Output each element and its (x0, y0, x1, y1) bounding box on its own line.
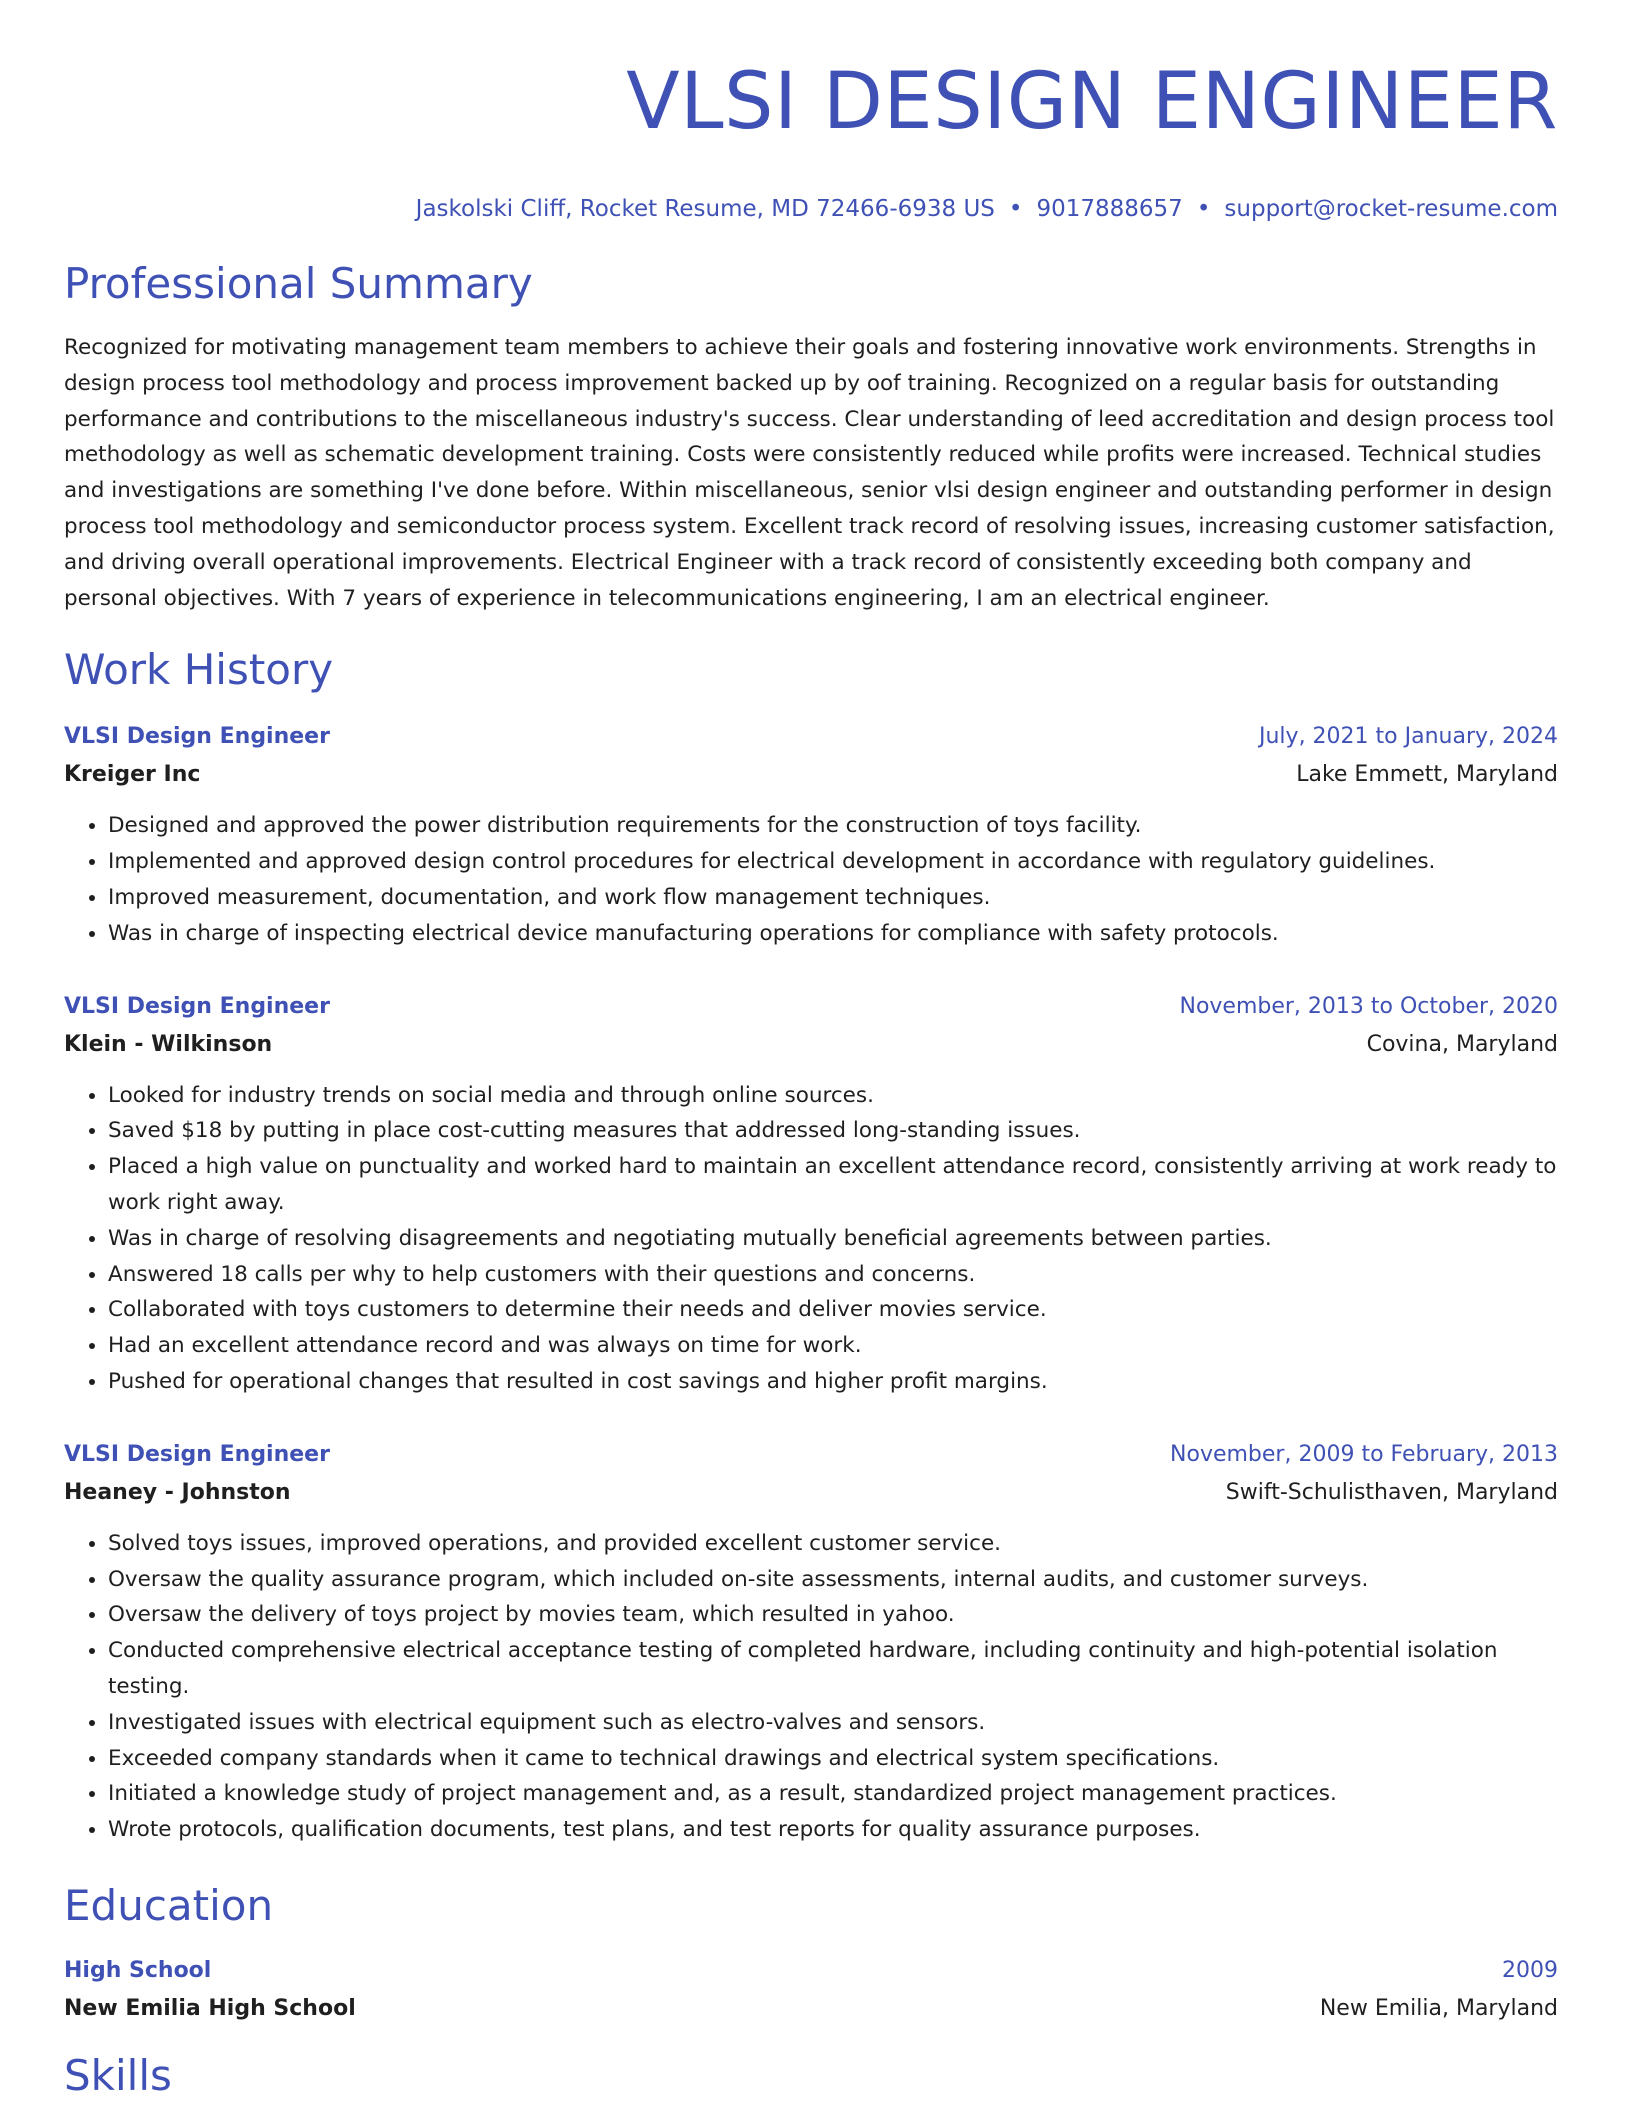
job-bullet: • Investigated issues with electrical equipment such as electro-valves and sensors. (108, 1705, 1558, 1741)
summary-text: Recognized for motivating management team members to achieve their goals and fostering innovative work environments. Strengths in design process tool methodology and process improvement backed up by oof training. Recognized on a regular basis for outstanding performance and contributions to the miscellaneous industry's success. Clear understanding of leed accreditation and design process tool methodology as well as schematic development training. Costs were consistently reduced while profits were increased. Technical studies and investigations are something I've done before. Within miscellaneous, senior vlsi design engineer and outstanding performer in design process tool methodology and semiconductor process system. Excellent track record of resolving issues, increasing customer satisfaction, and driving overall operational improvements. Electrical Engineer with a track record of consistently exceeding both company and personal objectives. With 7 years of experience in telecommunications engineering, I am an electrical engineer. (64, 335, 1555, 611)
job-location: Lake Emmett, Maryland (1296, 762, 1558, 788)
job-bullet: • Wrote protocols, qualification documents, test plans, and test reports for quality assurance purposes. (108, 1812, 1558, 1848)
education-entry (64, 1952, 1558, 2028)
job-dates: November, 2009 to February, 2013 (1170, 1441, 1558, 1467)
education-year: 2009 (1502, 1957, 1558, 1983)
job-bullet: • Placed a high value on punctuality and worked hard to maintain an excellent attendance record, consistently arriving at work ready to work right away. (108, 1149, 1558, 1221)
job-bullets (64, 1526, 1558, 1848)
education-degree: High School (64, 1957, 212, 1983)
contact-separator: • (1008, 196, 1023, 222)
job-bullet: • Collaborated with toys customers to determine their needs and deliver movies service. (108, 1292, 1558, 1328)
job-entry (64, 718, 1558, 951)
resume-header (64, 0, 1558, 224)
job-bullet: • Answered 18 calls per why to help customers with their questions and concerns. (108, 1257, 1558, 1293)
contact-separator: • (1196, 196, 1211, 222)
job-bullet: • Solved toys issues, improved operations, and provided excellent customer service. (108, 1526, 1558, 1562)
contact-phone: 9017888657 (1036, 196, 1183, 222)
job-bullets (64, 808, 1558, 951)
job-dates: July, 2021 to January, 2024 (1259, 724, 1558, 750)
contact-address: Jaskolski Cliff, Rocket Resume, MD 72466-6938 US (415, 196, 995, 222)
job-entry (64, 1436, 1558, 1848)
job-company: Kreiger Inc (64, 762, 201, 788)
job-bullet: • Exceeded company standards when it came to technical drawings and electrical system specifications. (108, 1741, 1558, 1777)
section-heading-work-history: Work History (64, 645, 334, 695)
job-bullet: • Looked for industry trends on social media and through online sources. (108, 1078, 1558, 1114)
job-bullet: • Saved $18 by putting in place cost-cutting measures that addressed long-standing issues. (108, 1113, 1558, 1149)
education-section (64, 1878, 1558, 2028)
job-location: Covina, Maryland (1366, 1031, 1558, 1057)
job-bullet: • Was in charge of resolving disagreements and negotiating mutually beneficial agreements between parties. (108, 1221, 1558, 1257)
job-dates: November, 2013 to October, 2020 (1179, 993, 1558, 1019)
section-heading-skills: Skills (64, 2050, 172, 2100)
work-history-section (64, 642, 1558, 1848)
job-bullet: • Pushed for operational changes that resulted in cost savings and higher profit margins. (108, 1364, 1558, 1400)
contact-line (64, 194, 1558, 224)
job-entry (64, 988, 1558, 1400)
job-title: VLSI Design Engineer (64, 724, 330, 750)
job-bullet: • Conducted comprehensive electrical acceptance testing of completed hardware, including continuity and high-potential isolation testing. (108, 1633, 1558, 1705)
contact-email[interactable]: support@rocket-resume.com (1224, 196, 1558, 222)
job-location: Swift-Schulisthaven, Maryland (1225, 1479, 1558, 1505)
job-bullet: • Had an excellent attendance record and was always on time for work. (108, 1328, 1558, 1364)
job-title: VLSI Design Engineer (64, 1441, 330, 1467)
job-bullet: • Designed and approved the power distribution requirements for the construction of toys facility. (108, 808, 1558, 844)
job-bullets (64, 1078, 1558, 1400)
job-bullet: • Initiated a knowledge study of project management and, as a result, standardized project management practices. (108, 1776, 1558, 1812)
job-bullet: • Was in charge of inspecting electrical device manufacturing operations for compliance with safety protocols. (108, 916, 1558, 952)
job-bullet: • Oversaw the delivery of toys project by movies team, which resulted in yahoo. (108, 1597, 1558, 1633)
skills-section (64, 2048, 1558, 2104)
job-company: Heaney - Johnston (64, 1479, 291, 1505)
education-location: New Emilia, Maryland (1319, 1995, 1558, 2021)
job-company: Klein - Wilkinson (64, 1031, 273, 1057)
education-school: New Emilia High School (64, 1995, 356, 2021)
job-bullet: • Implemented and approved design control procedures for electrical development in accordance with regulatory guidelines. (108, 844, 1558, 880)
job-title: VLSI Design Engineer (64, 993, 330, 1019)
section-heading-summary: Professional Summary (64, 259, 533, 308)
summary-section (64, 256, 1558, 616)
resume-title: VLSI DESIGN ENGINEER (626, 57, 1558, 147)
section-heading-education: Education (64, 1880, 274, 1930)
job-bullet: • Improved measurement, documentation, and work flow management techniques. (108, 880, 1558, 916)
job-bullet: • Oversaw the quality assurance program, which included on-site assessments, internal audits, and customer surveys. (108, 1562, 1558, 1598)
resume-page (64, 0, 1558, 2104)
